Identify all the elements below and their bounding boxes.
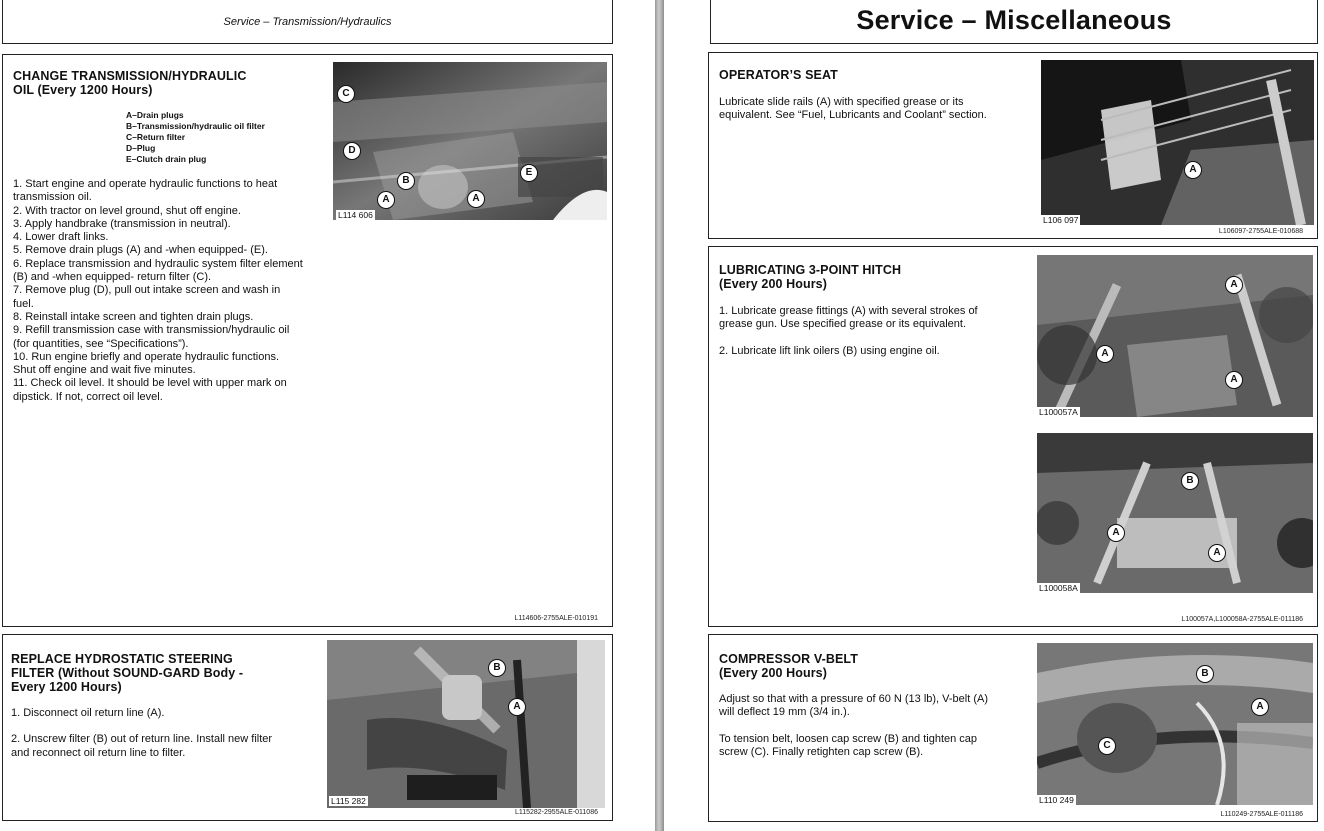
reference-code: L114606-2755ALE-010191	[514, 615, 598, 622]
left-page-header	[2, 0, 613, 44]
hitch-photo-2	[1037, 433, 1313, 593]
callout-b: B	[1181, 472, 1199, 490]
step: 10. Run engine briefly and operate hydraulic functions. Shut off engine and wait five minutes.	[13, 350, 280, 377]
step: 7. Remove plug (D), pull out intake screen and wash in fuel.	[13, 284, 281, 310]
reference-code: L100057A,L100058A-2755ALE-011186	[1181, 616, 1303, 623]
callout-a: A	[1096, 345, 1114, 363]
callout-d: D	[343, 142, 361, 160]
steps-list	[719, 305, 1004, 358]
step: 9. Refill transmission case with transmission/hydraulic oil (for quantities, see “Specifications”).	[13, 324, 290, 350]
section-title: LUBRICATING 3-POINT HITCH (Every 200 Hours)	[719, 263, 902, 291]
step: 11. Check oil level. It should be level with upper mark on dipstick. If not, correct oil level.	[13, 377, 287, 403]
figure-label: L110 249	[1039, 795, 1074, 805]
callout-a: A	[377, 191, 395, 209]
steps-list	[13, 178, 303, 404]
callout-c: C	[337, 85, 355, 103]
figure-label: L115 282	[331, 796, 366, 806]
step: Adjust so that with a pressure of 60 N (13 lb), V-belt (A) will deflect 19 mm (3/4 in.).	[719, 693, 989, 719]
reference-code: L106097-2755ALE-010688	[1218, 228, 1303, 235]
step: 8. Reinstall intake screen and tighten drain plugs.	[13, 310, 254, 323]
legend-item: A–Drain plugs	[126, 110, 184, 120]
right-page	[664, 0, 1324, 831]
step: 5. Remove drain plugs (A) and -when equipped- (E).	[13, 244, 268, 257]
legend-item: E–Clutch drain plug	[126, 154, 207, 164]
steering-filter-photo	[327, 640, 605, 808]
callout-a: A	[1107, 524, 1125, 542]
step: 6. Replace transmission and hydraulic system filter element (B) and -when equipped- return filter (C).	[13, 257, 303, 284]
legend-item: C–Return filter	[126, 132, 186, 142]
step: 2. Unscrew filter (B) out of return line. Install new filter and reconnect oil return line to filter.	[11, 733, 273, 759]
callout-e: E	[520, 164, 538, 182]
operator-seat-photo	[1041, 60, 1314, 225]
page-divider	[655, 0, 664, 831]
section-title: CHANGE TRANSMISSION/HYDRAULIC OIL (Every 1200 Hours)	[13, 69, 247, 97]
transmission-photo	[333, 62, 607, 220]
callout-c: C	[1098, 737, 1116, 755]
callout-a: A	[467, 190, 485, 208]
step: 4. Lower draft links.	[13, 231, 109, 244]
section-text: Lubricate slide rails (A) with specified grease or its equivalent. See “Fuel, Lubricants and Coolant” section.	[719, 96, 987, 122]
steps-list	[719, 693, 1004, 759]
callout-a: A	[1184, 161, 1202, 179]
figure-label: L106 097	[1043, 215, 1079, 225]
figure-label: L100057A	[1039, 407, 1078, 417]
steps-list	[11, 707, 281, 760]
transmission-oil-section	[2, 54, 613, 627]
steering-filter-section	[2, 634, 613, 821]
three-point-hitch-section	[708, 246, 1318, 627]
step: 2. With tractor on level ground, shut off engine.	[13, 204, 241, 217]
legend-item: D–Plug	[126, 143, 156, 153]
callout-b: B	[397, 172, 415, 190]
section-title: REPLACE HYDROSTATIC STEERING FILTER (Without SOUND-GARD Body - Every 1200 Hours)	[11, 652, 244, 694]
reference-code: L110249-2755ALE-011186	[1220, 811, 1303, 818]
callout-b: B	[488, 659, 506, 677]
callout-a: A	[1251, 698, 1269, 716]
legend-item: B–Transmission/hydraulic oil filter	[126, 121, 265, 131]
figure-label: L114 606	[338, 210, 373, 220]
compressor-photo	[1037, 643, 1313, 805]
left-page	[0, 0, 655, 831]
legend-list	[126, 110, 265, 165]
figure-label: L100058A	[1039, 583, 1078, 593]
left-header-title: Service – Transmission/Hydraulics	[223, 16, 392, 28]
section-title: COMPRESSOR V-BELT (Every 200 Hours)	[719, 652, 858, 680]
reference-code: L115282-2955ALE-011086	[514, 809, 598, 816]
hitch-photo-1	[1037, 255, 1313, 417]
step: 1. Lubricate grease fittings (A) with several strokes of grease gun. Use specified grease or its equivalent.	[719, 305, 978, 331]
callout-a: A	[508, 698, 526, 716]
step: 1. Disconnect oil return line (A).	[11, 707, 165, 719]
callout-a: A	[1225, 276, 1243, 294]
callout-a: A	[1225, 371, 1243, 389]
step: To tension belt, loosen cap screw (B) and tighten cap screw (C). Finally retighten cap screw (B).	[719, 732, 978, 758]
step: 3. Apply handbrake (transmission in neutral).	[13, 217, 231, 230]
callout-b: B	[1196, 665, 1214, 683]
step: 1. Start engine and operate hydraulic functions to heat transmission oil.	[13, 178, 278, 204]
section-title: OPERATOR’S SEAT	[719, 68, 838, 82]
operator-seat-section	[708, 52, 1318, 239]
compressor-vbelt-section	[708, 634, 1318, 822]
right-header-title: Service – Miscellaneous	[856, 5, 1172, 35]
callout-a: A	[1208, 544, 1226, 562]
right-page-header	[710, 0, 1318, 44]
step: 2. Lubricate lift link oilers (B) using engine oil.	[719, 344, 940, 357]
